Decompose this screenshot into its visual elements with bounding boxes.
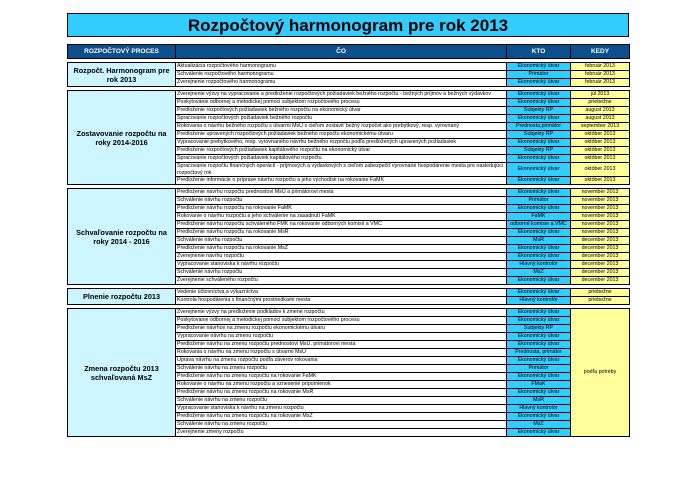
responsible-cell: Ekonomický útvar [507, 413, 571, 421]
task-cell: Predloženie návrhu rozpočtu prednostovi MsÚ a primátorovi mesta [176, 189, 507, 197]
task-cell: Predloženie návrhu na zmenu rozpočtu prednostovi MsÚ, primátorovi mesta [176, 341, 507, 349]
deadline-cell: priebežne [571, 297, 630, 305]
responsible-cell: Primátor [507, 365, 571, 373]
deadline-cell: október 2013 [571, 177, 630, 185]
task-cell: Predloženie návrhu na zmenu rozpočtu na rokovanie MsR [176, 389, 507, 397]
responsible-cell: odborné komisie a VMČ [507, 221, 571, 229]
deadline-cell: február 2013 [571, 79, 630, 87]
responsible-cell: Subjekty RP [507, 325, 571, 333]
deadline-cell: september 2013 [571, 123, 630, 131]
task-cell: Spracovanie rozpočtových požiadaviek bežného rozpočtu [176, 115, 507, 123]
schedule-table [67, 44, 630, 437]
table-row [68, 309, 630, 317]
responsible-cell: Ekonomický útvar [507, 309, 571, 317]
task-cell: Zverejnenie schváleného rozpočtu [176, 277, 507, 285]
task-cell: Schválenie návrhu rozpočtu [176, 197, 507, 205]
task-cell: Vypracovanie stanoviska k návrhu na zmenu rozpočtu [176, 405, 507, 413]
responsible-cell: Ekonomický útvar [507, 289, 571, 297]
task-cell: Predloženie návrhu rozpočtu na rokovanie MsR [176, 229, 507, 237]
responsible-cell: Primátor [507, 197, 571, 205]
process-section-label: Zmena rozpočtu 2013 schvaľovaná MsZ [68, 309, 176, 437]
task-cell: Rokovanie o návrhu na zmenu rozpočtu a vznesenie pripomienok [176, 381, 507, 389]
task-cell: Predloženie návrhu na zmenu rozpočtu na rokovanie FaMK [176, 373, 507, 381]
responsible-cell: Prednosta, primátor [507, 349, 571, 357]
deadline-cell: november 2013 [571, 229, 630, 237]
responsible-cell: Ekonomický útvar [507, 277, 571, 285]
deadline-cell: december 2013 [571, 277, 630, 285]
task-cell: Schválenie návrhu rozpočtu [176, 269, 507, 277]
header-process: ROZPOČTOVÝ PROCES [68, 45, 176, 59]
deadline-cell: podľa potreby [571, 309, 630, 437]
table-row [68, 289, 630, 297]
deadline-cell: júl 2013 [571, 91, 630, 99]
deadline-cell: október 2013 [571, 163, 630, 177]
responsible-cell: Ekonomický útvar [507, 317, 571, 325]
process-section-label: Zostavovanie rozpočtu na roky 2014-2016 [68, 91, 176, 185]
deadline-cell: november 2013 [571, 197, 630, 205]
responsible-cell: Ekonomický útvar [507, 99, 571, 107]
process-section-label: Rozpočt. Harmonogram pre rok 2013 [68, 63, 176, 87]
task-cell: Rokovania o návrhu na zmenu rozpočtu s útvarmi MsÚ [176, 349, 507, 357]
table-row [68, 91, 630, 99]
task-cell: Vypracovanie stanoviska k návrhu rozpočtu [176, 261, 507, 269]
responsible-cell: MsR [507, 397, 571, 405]
responsible-cell: Primátor [507, 71, 571, 79]
task-cell: Schválenie návrhu na zmenu rozpočtu [176, 365, 507, 373]
responsible-cell: Prednosta,primátor [507, 123, 571, 131]
deadline-cell: december 2013 [571, 269, 630, 277]
schedule-body [68, 59, 630, 437]
responsible-cell: FMaK [507, 381, 571, 389]
task-cell: Zverejnenie zmeny rozpočtu [176, 429, 507, 437]
task-cell: Predloženie návrhu rozpočtu na rokovanie FaMK [176, 205, 507, 213]
responsible-cell: Hlavný kontrolór [507, 297, 571, 305]
deadline-cell: priebežne [571, 289, 630, 297]
header-who: KTO [507, 45, 571, 59]
process-section-label: Schvaľovanie rozpočtu na roky 2014 - 2016 [68, 189, 176, 285]
task-cell: Predloženie návrhu rozpočtu na rokovanie MsZ [176, 245, 507, 253]
responsible-cell: Ekonomický útvar [507, 341, 571, 349]
task-cell: Aktualizácia rozpočtového harmonogramu [176, 63, 507, 71]
task-cell: Schválenie návrhu na zmenu rozpočtu [176, 397, 507, 405]
responsible-cell: Ekonomický útvar [507, 177, 571, 185]
responsible-cell: Ekonomický útvar [507, 189, 571, 197]
deadline-cell: december 2013 [571, 261, 630, 269]
task-cell: Spracovanie rozpočtu finančných operácií - príjmových a výdavkových s cieľom zabezpečiť vyrovnané hospodárenie mesta pre nasledujúci rozpočtový rok [176, 163, 507, 177]
table-row [68, 189, 630, 197]
task-cell: Kontrola hospodárenia s finančnými prostriedkami mesta [176, 297, 507, 305]
title-gap [67, 37, 629, 44]
responsible-cell: Hlavný kontrolór [507, 405, 571, 413]
responsible-cell: MsZ [507, 269, 571, 277]
deadline-cell: október 2013 [571, 147, 630, 155]
task-cell: Poskytovanie odbornej a metodickej pomoci subjektom rozpočtového procesu [176, 99, 507, 107]
responsible-cell: Subjekty RP [507, 147, 571, 155]
task-cell: Vypracovanie návrhu na zmenu rozpočtu [176, 333, 507, 341]
task-cell: Predloženie návrhu rozpočtu schváleného FMK na rokovanie odborných komisií a VMČ [176, 221, 507, 229]
task-cell: Predloženie návrhu na zmenu rozpočtu na rokovanie MsZ [176, 413, 507, 421]
header-when: KEDY [571, 45, 630, 59]
header-what: ČO [176, 45, 507, 59]
deadline-cell: október 2013 [571, 155, 630, 163]
deadline-cell: október 2013 [571, 139, 630, 147]
responsible-cell: Ekonomický útvar [507, 115, 571, 123]
responsible-cell: Ekonomický útvar [507, 373, 571, 381]
schedule-sheet [67, 13, 629, 437]
deadline-cell: november 2013 [571, 221, 630, 229]
responsible-cell: Subjekty RP [507, 131, 571, 139]
task-cell: Schválenie návrhu rozpočtu [176, 237, 507, 245]
task-cell: Úprava návrhu na zmenu rozpočtu podľa záverov rokovania [176, 357, 507, 365]
task-cell: Zverejnenie návrhu rozpočtu [176, 253, 507, 261]
responsible-cell: Subjekty RP [507, 107, 571, 115]
task-cell: Zverejnenie rozpočtového harmonogramu [176, 79, 507, 87]
process-section-label: Plnenie rozpočtu 2013 [68, 289, 176, 305]
responsible-cell: Ekonomický útvar [507, 155, 571, 163]
responsible-cell: MsR [507, 237, 571, 245]
deadline-cell: august 2013 [571, 115, 630, 123]
task-cell: Zverejnenie výzvy na vypracovanie a predloženie rozpočtových požiadaviek bežného rozpočtu - bežných príjmov a bežných výdavkov [176, 91, 507, 99]
responsible-cell: Ekonomický útvar [507, 253, 571, 261]
deadline-cell: október 2013 [571, 131, 630, 139]
responsible-cell: Ekonomický útvar [507, 389, 571, 397]
deadline-cell: február 2013 [571, 71, 630, 79]
task-cell: Schválenie rozpočtového harmonogramu [176, 71, 507, 79]
task-cell: Predloženie rozpočtových požiadaviek kapitálového rozpočtu na ekonomický útvar [176, 147, 507, 155]
task-cell: Predloženie návrhov na zmenu rozpočtu ekonomickému útvaru [176, 325, 507, 333]
page-title: Rozpočtový harmonogram pre rok 2013 [67, 13, 629, 37]
responsible-cell: Ekonomický útvar [507, 333, 571, 341]
responsible-cell: Ekonomický útvar [507, 139, 571, 147]
task-cell: Rokovania o návrhu bežného rozpočtu s útvarmi MsÚ s cieľom zostaviť bežný rozpočet ako prebytkový, resp. vyrovnaný [176, 123, 507, 131]
deadline-cell: december 2013 [571, 253, 630, 261]
task-cell: Poskytovanie odbornej a metodickej pomoci subjektom rozpočtového procesu [176, 317, 507, 325]
responsible-cell: Ekonomický útvar [507, 229, 571, 237]
responsible-cell: Ekonomický útvar [507, 91, 571, 99]
deadline-cell: február 2013 [571, 63, 630, 71]
task-cell: Vedenie účtovníctva a výkazníctva [176, 289, 507, 297]
deadline-cell: november 2013 [571, 189, 630, 197]
task-cell: Spracovanie rozpočtových požiadaviek kapitálového rozpočtu [176, 155, 507, 163]
deadline-cell: priebežne [571, 99, 630, 107]
responsible-cell: Ekonomický útvar [507, 163, 571, 177]
responsible-cell: Ekonomický útvar [507, 429, 571, 437]
responsible-cell: Hlavný kontrolór [507, 261, 571, 269]
deadline-cell: november 2013 [571, 205, 630, 213]
deadline-cell: august 2013 [571, 107, 630, 115]
task-cell: Predloženie rozpočtových požiadaviek bežného rozpočtu na ekonomický útvar [176, 107, 507, 115]
table-row [68, 63, 630, 71]
responsible-cell: Ekonomický útvar [507, 79, 571, 87]
task-cell: Schválenie návrhu na zmenu rozpočtu [176, 421, 507, 429]
deadline-cell: december 2013 [571, 245, 630, 253]
deadline-cell: december 2013 [571, 237, 630, 245]
task-cell: Predloženie upravených rozpočtových požiadaviek bežného rozpočtu ekonomickému útvaru [176, 131, 507, 139]
responsible-cell: Ekonomický útvar [507, 205, 571, 213]
responsible-cell: Ekonomický útvar [507, 63, 571, 71]
responsible-cell: FaMK [507, 213, 571, 221]
task-cell: Predloženie informácie o príprave návrhu rozpočtu a jeho východísk na rokovanie FaMK [176, 177, 507, 185]
responsible-cell: Ekonomický útvar [507, 245, 571, 253]
task-cell: Rokovanie o návrhu rozpočtu a jeho schválenie na zasadnutí FaMK [176, 213, 507, 221]
responsible-cell: Ekonomický útvar [507, 357, 571, 365]
task-cell: Zverejnenie výzvy na predloženie podkladov k zmene rozpočtu [176, 309, 507, 317]
header-row [68, 45, 630, 59]
responsible-cell: MsZ [507, 421, 571, 429]
task-cell: Vypracovanie prebytkového, resp. vyrovnaného návrhu bežného rozpočtu podľa predložených upravených požiadaviek [176, 139, 507, 147]
deadline-cell: november 2013 [571, 213, 630, 221]
